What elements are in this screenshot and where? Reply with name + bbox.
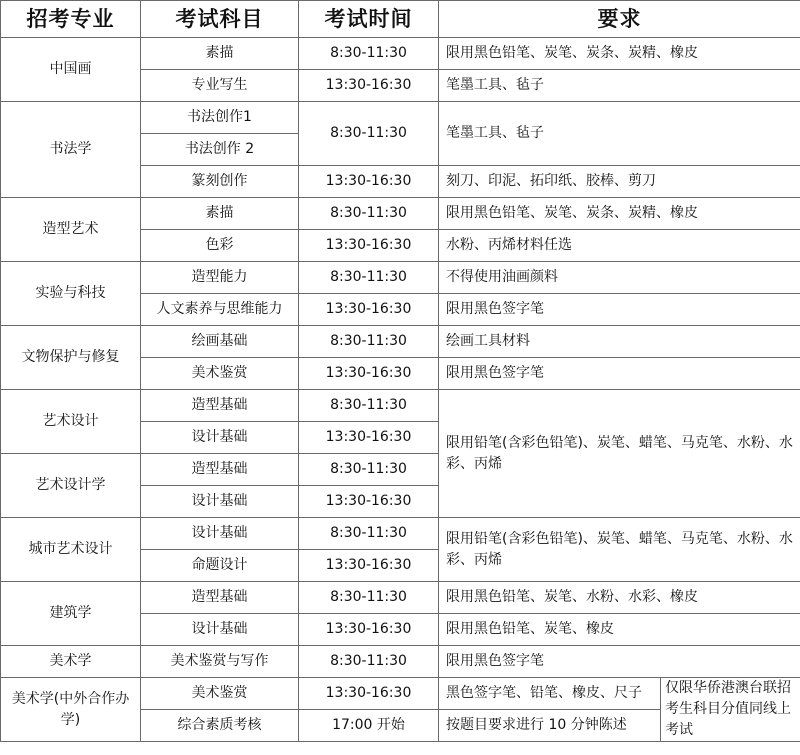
header-row — [1, 1, 800, 38]
major-cell: 文物保护与修复 — [1, 326, 141, 390]
subject-cell: 设计基础 — [141, 518, 299, 550]
subject-cell: 素描 — [141, 38, 299, 70]
subject-cell: 绘画基础 — [141, 326, 299, 358]
subject-cell: 色彩 — [141, 230, 299, 262]
major-cell: 艺术设计 — [1, 390, 141, 454]
requirement-cell: 刻刀、印泥、拓印纸、胶棒、剪刀 — [439, 166, 800, 198]
subject-cell: 人文素养与思维能力 — [141, 294, 299, 326]
requirement-cell: 不得使用油画颜料 — [439, 262, 800, 294]
subject-cell: 设计基础 — [141, 486, 299, 518]
major-cell: 书法学 — [1, 102, 141, 198]
time-cell: 8:30-11:30 — [299, 518, 439, 550]
time-cell: 8:30-11:30 — [299, 326, 439, 358]
major-cell: 实验与科技 — [1, 262, 141, 326]
subject-cell: 造型基础 — [141, 582, 299, 614]
major-cell: 造型艺术 — [1, 198, 141, 262]
subject-cell: 设计基础 — [141, 614, 299, 646]
time-cell: 8:30-11:30 — [299, 102, 439, 166]
table-row — [1, 518, 800, 550]
major-cell: 建筑学 — [1, 582, 141, 646]
requirement-cell: 限用黑色签字笔 — [439, 358, 800, 390]
time-cell: 13:30-16:30 — [299, 294, 439, 326]
time-cell: 13:30-16:30 — [299, 422, 439, 454]
major-cell: 中国画 — [1, 38, 141, 102]
time-cell: 8:30-11:30 — [299, 454, 439, 486]
header-subject: 考试科目 — [141, 1, 299, 38]
requirement-cell: 笔墨工具、毡子 — [439, 70, 800, 102]
time-cell: 8:30-11:30 — [299, 262, 439, 294]
time-cell: 13:30-16:30 — [299, 486, 439, 518]
subject-cell: 造型基础 — [141, 454, 299, 486]
table-row — [1, 678, 800, 710]
time-cell: 8:30-11:30 — [299, 38, 439, 70]
time-cell: 13:30-16:30 — [299, 230, 439, 262]
table-row — [1, 102, 800, 134]
table-row — [1, 326, 800, 358]
subject-cell: 造型能力 — [141, 262, 299, 294]
header-major: 招考专业 — [1, 1, 141, 38]
requirement-cell: 限用铅笔(含彩色铅笔)、炭笔、蜡笔、马克笔、水粉、水彩、丙烯 — [439, 518, 800, 582]
table-row — [1, 582, 800, 614]
major-cell: 美术学 — [1, 646, 141, 678]
requirement-cell: 黑色签字笔、铅笔、橡皮、尺子 — [439, 678, 661, 710]
subject-cell: 书法创作 2 — [141, 134, 299, 166]
subject-cell: 美术鉴赏 — [141, 358, 299, 390]
note-cell: 仅限华侨港澳台联招考生科目分值同线上考试 — [661, 678, 800, 742]
time-cell: 8:30-11:30 — [299, 582, 439, 614]
header-requirement: 要求 — [439, 1, 800, 38]
time-cell: 8:30-11:30 — [299, 646, 439, 678]
subject-cell: 专业写生 — [141, 70, 299, 102]
requirement-cell: 限用黑色签字笔 — [439, 646, 800, 678]
table-row — [1, 390, 800, 422]
subject-cell: 书法创作1 — [141, 102, 299, 134]
requirement-cell: 绘画工具材料 — [439, 326, 800, 358]
time-cell: 13:30-16:30 — [299, 550, 439, 582]
time-cell: 8:30-11:30 — [299, 390, 439, 422]
major-cell: 美术学(中外合作办学) — [1, 678, 141, 742]
subject-cell: 美术鉴赏与写作 — [141, 646, 299, 678]
time-cell: 13:30-16:30 — [299, 358, 439, 390]
table-row — [1, 646, 800, 678]
requirement-cell: 限用黑色铅笔、炭笔、炭条、炭精、橡皮 — [439, 38, 800, 70]
time-cell: 8:30-11:30 — [299, 198, 439, 230]
subject-cell: 篆刻创作 — [141, 166, 299, 198]
table-row — [1, 262, 800, 294]
requirement-cell: 限用黑色铅笔、炭笔、橡皮 — [439, 614, 800, 646]
requirement-cell: 限用黑色签字笔 — [439, 294, 800, 326]
time-cell: 13:30-16:30 — [299, 614, 439, 646]
time-cell: 13:30-16:30 — [299, 166, 439, 198]
subject-cell: 造型基础 — [141, 390, 299, 422]
requirement-cell: 按题目要求进行 10 分钟陈述 — [439, 710, 661, 742]
subject-cell: 美术鉴赏 — [141, 678, 299, 710]
requirement-cell: 限用黑色铅笔、炭笔、水粉、水彩、橡皮 — [439, 582, 800, 614]
header-time: 考试时间 — [299, 1, 439, 38]
time-cell: 17:00 开始 — [299, 710, 439, 742]
major-cell: 艺术设计学 — [1, 454, 141, 518]
time-cell: 13:30-16:30 — [299, 70, 439, 102]
requirement-cell: 限用铅笔(含彩色铅笔)、炭笔、蜡笔、马克笔、水粉、水彩、丙烯 — [439, 390, 800, 518]
time-cell: 13:30-16:30 — [299, 678, 439, 710]
table-row — [1, 198, 800, 230]
requirement-cell: 笔墨工具、毡子 — [439, 102, 800, 166]
requirement-cell: 限用黑色铅笔、炭笔、炭条、炭精、橡皮 — [439, 198, 800, 230]
major-cell: 城市艺术设计 — [1, 518, 141, 582]
subject-cell: 命题设计 — [141, 550, 299, 582]
subject-cell: 综合素质考核 — [141, 710, 299, 742]
requirement-cell: 水粉、丙烯材料任选 — [439, 230, 800, 262]
table-row — [1, 38, 800, 70]
subject-cell: 设计基础 — [141, 422, 299, 454]
subject-cell: 素描 — [141, 198, 299, 230]
